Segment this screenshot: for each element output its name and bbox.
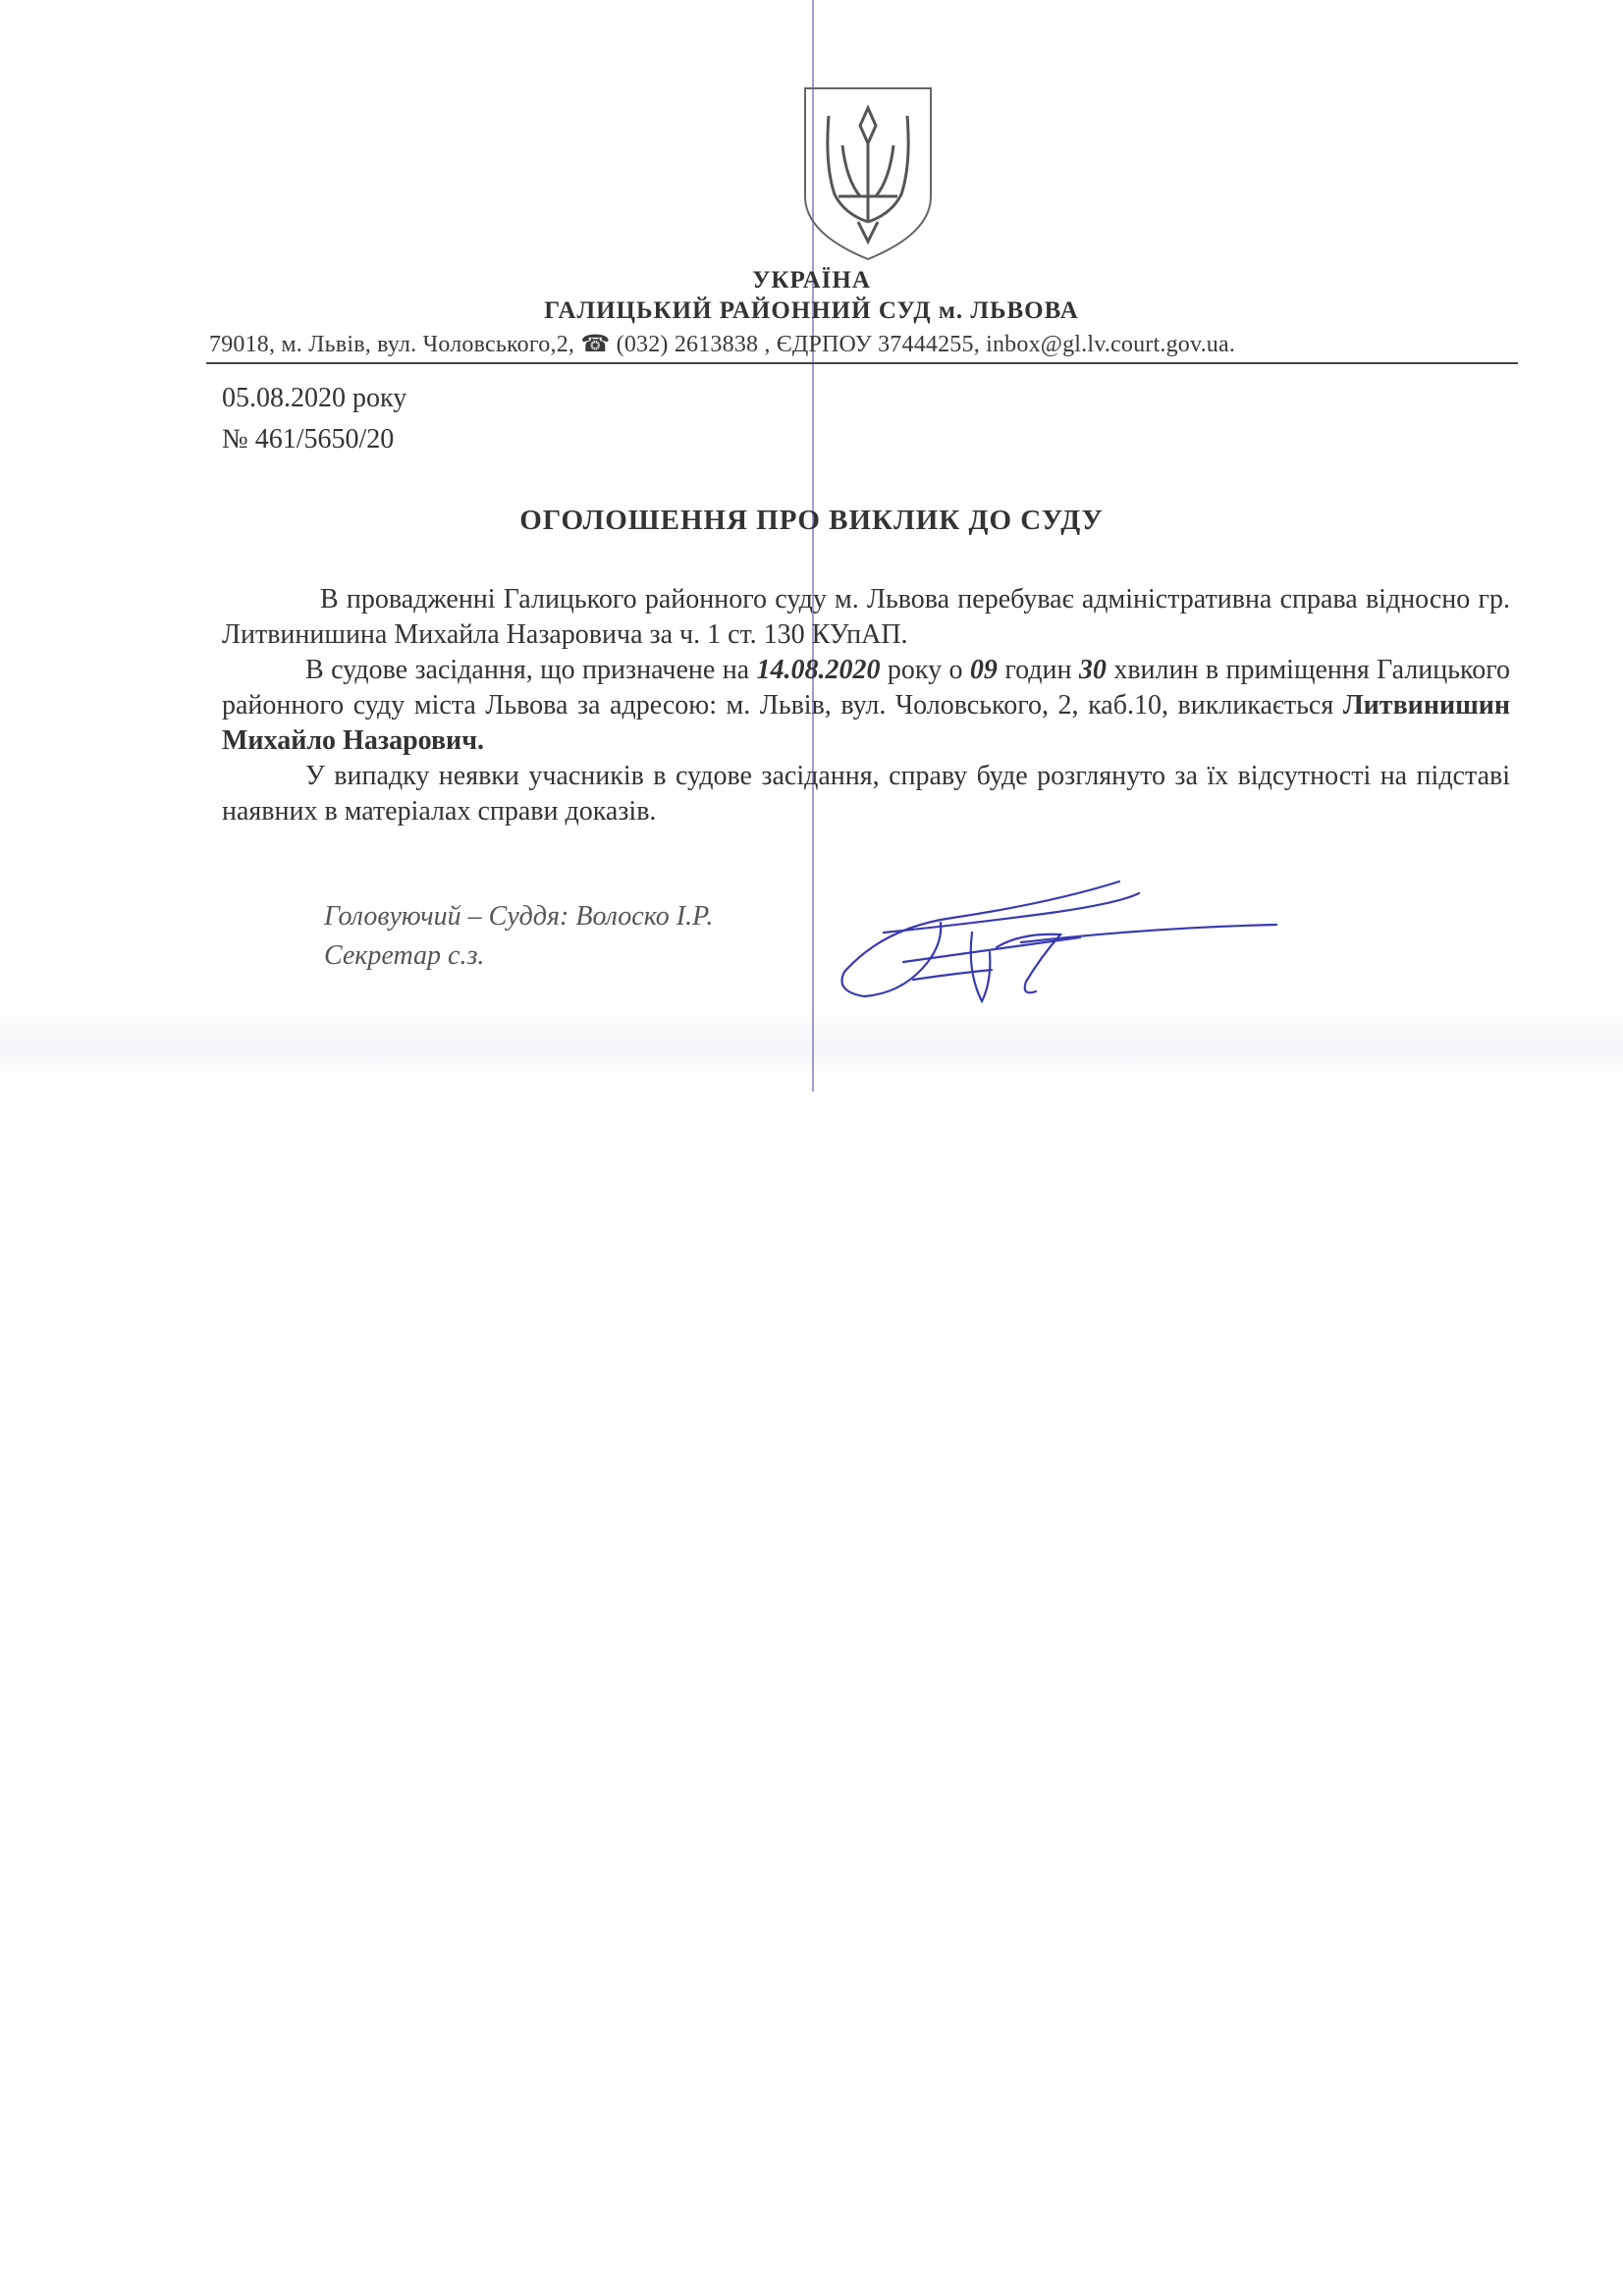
- court-name: ГАЛИЦЬКИЙ РАЙОННИЙ СУД м. ЛЬВОВА: [544, 297, 1079, 324]
- court-address-line: [209, 330, 1235, 358]
- secretary-signature-line: Секретар с.з.: [324, 940, 485, 971]
- header-divider: [206, 362, 1518, 364]
- paragraph-hearing: [222, 653, 1510, 759]
- phone-number: (032) 2613838 ,: [616, 332, 771, 357]
- paragraph-case: В провадженні Галицького районного суду м. Львова перебуває адміністративна справа відносно гр. Литвинишина Михайла Назаровича за ч. 1 ст. 130 КУпАП.: [222, 584, 1510, 650]
- hearing-text-b: року о: [880, 655, 970, 685]
- hearing-text-a: В судове засідання, що призначене на: [305, 655, 757, 685]
- hearing-text-d: хвилин в приміщення Галицького районного суду міста Львова за адресою: м. Львів, вул. Чоловського, 2, каб.10, викликається: [222, 655, 1511, 721]
- email-address: inbox@gl.lv.court.gov.ua.: [986, 332, 1236, 357]
- hearing-text-c: годин: [997, 655, 1079, 685]
- trident-coat-of-arms-icon: [799, 86, 937, 263]
- document-date: 05.08.2020 року: [222, 383, 407, 413]
- address-text: 79018, м. Львів, вул. Чоловського,2,: [209, 332, 575, 357]
- document-body: [222, 582, 1510, 829]
- paragraph-absence: У випадку неявки учасників в судове засідання, справу буде розглянуто за їх відсутності на підставі наявних в матеріалах справи доказів.: [222, 761, 1510, 827]
- hearing-date: 14.08.2020: [756, 655, 881, 685]
- case-number: № 461/5650/20: [222, 424, 395, 454]
- document-title: ОГОЛОШЕННЯ ПРО ВИКЛИК ДО СУДУ: [519, 505, 1104, 536]
- handwritten-signature: [825, 864, 1296, 1011]
- hearing-minutes: 30: [1078, 655, 1107, 685]
- edrpou-code: ЄДРПОУ 37444255,: [776, 332, 980, 357]
- phone-icon: ☎: [580, 332, 611, 357]
- summoned-person: Литвинишин Михайло Назарович.: [222, 690, 1510, 756]
- judge-signature-line: Головуючий – Суддя: Волоско І.Р.: [324, 901, 714, 932]
- country-name: УКРАЇНА: [752, 267, 871, 294]
- hearing-hour: 09: [969, 655, 998, 685]
